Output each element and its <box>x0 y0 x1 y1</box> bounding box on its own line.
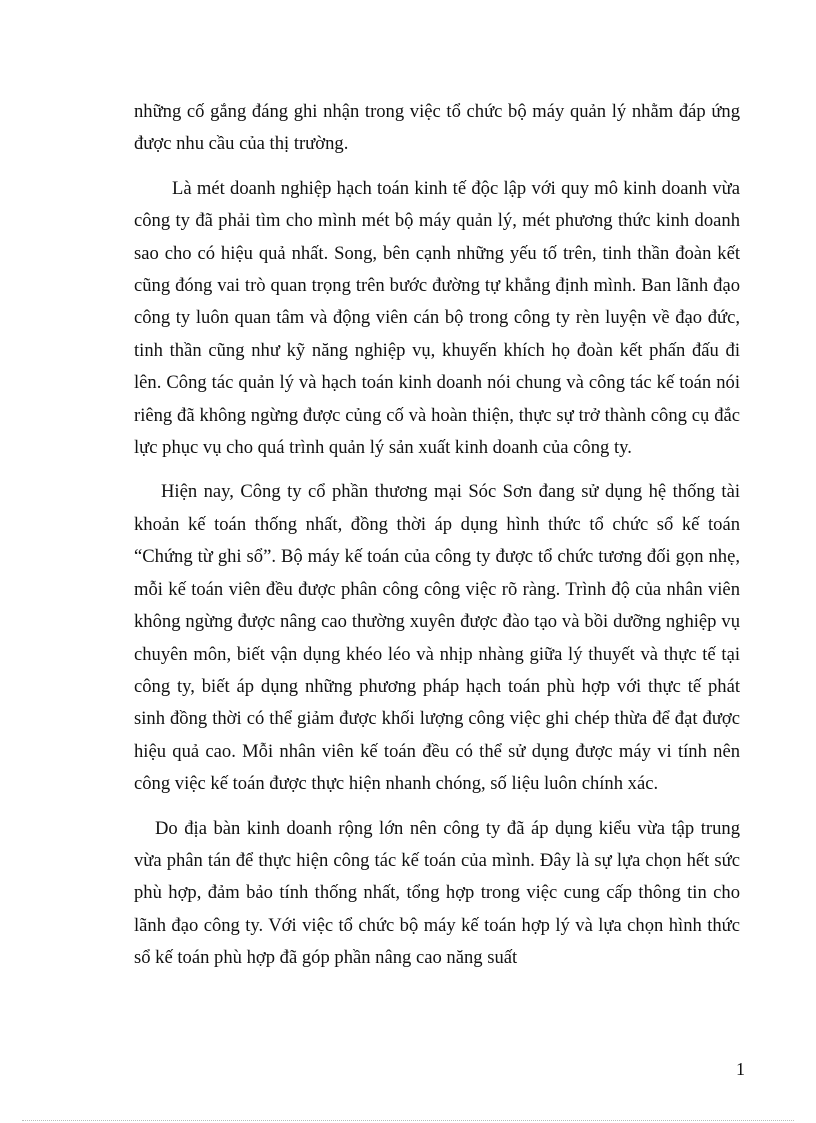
paragraph-4: Do địa bàn kinh doanh rộng lớn nên công ty đã áp dụng kiểu vừa tập trung vừa phân tán để thực hiện công tác kế toán của mình. Đây là sự lựa chọn hết sức phù hợp, đảm bảo tính thống nhất, tổng hợp trong việc cung cấp thông tin cho lãnh đạo công ty. Với việc tổ chức bộ máy kế toán hợp lý và lựa chọn hình thức sổ kế toán phù hợp đã góp phần nâng cao năng suất <box>134 817 740 969</box>
paragraph-1: những cố gắng đáng ghi nhận trong việc tổ chức bộ máy quản lý nhằm đáp ứng được nhu cầu của thị trường. <box>134 101 740 155</box>
paragraph-3: Hiện nay, Công ty cổ phần thương mại Sóc Sơn đang sử dụng hệ thống tài khoản kế toán thống nhất, đồng thời áp dụng hình thức tổ chức sổ kế toán “Chứng từ ghi sổ”. Bộ máy kế toán của công ty được tổ chức tương đối gọn nhẹ, mỗi kế toán viên đều được phân công công việc rõ ràng. Trình độ của nhân viên không ngừng được nâng cao thường xuyên được đào tạo và bồi dưỡng nghiệp vụ chuyên môn, biết vận dụng khéo léo và nhịp nhàng giữa lý thuyết và thực tế tại công ty, biết áp dụng những phương pháp hạch toán phù hợp với thực tế phát sinh đồng thời có thể giảm được khối lượng công việc ghi chép thừa để đạt được hiệu quả cao. Mỗi nhân viên kế toán đều có thể sử dụng được máy vi tính nên công việc kế toán được thực hiện nhanh chóng, số liệu luôn chính xác. <box>134 481 740 795</box>
page-number: 1 <box>736 1059 745 1079</box>
body-text <box>134 96 740 975</box>
paragraph-2: Là mét doanh nghiệp hạch toán kinh tế độc lập với quy mô kinh doanh vừa công ty đã phải tìm cho mình mét bộ máy quản lý, mét phương thức kinh doanh sao cho có hiệu quả nhất. Song, bên cạnh những yếu tố trên, tinh thần đoàn kết cũng đóng vai trò quan trọng trên bước đường tự khẳng định mình. Ban lãnh đạo công ty luôn quan tâm và động viên cán bộ trong công ty rèn luyện về đạo đức, tinh thần cũng như kỹ năng nghiệp vụ, khuyến khích họ đoàn kết phấn đấu đi lên. Công tác quản lý và hạch toán kinh doanh nói chung và công tác kế toán nói riêng đã không ngừng được củng cố và hoàn thiện, thực sự trở thành công cụ đắc lực phục vụ cho quá trình quản lý sản xuất kinh doanh của công ty. <box>134 177 740 459</box>
footer-dotted-rule <box>22 1120 794 1121</box>
